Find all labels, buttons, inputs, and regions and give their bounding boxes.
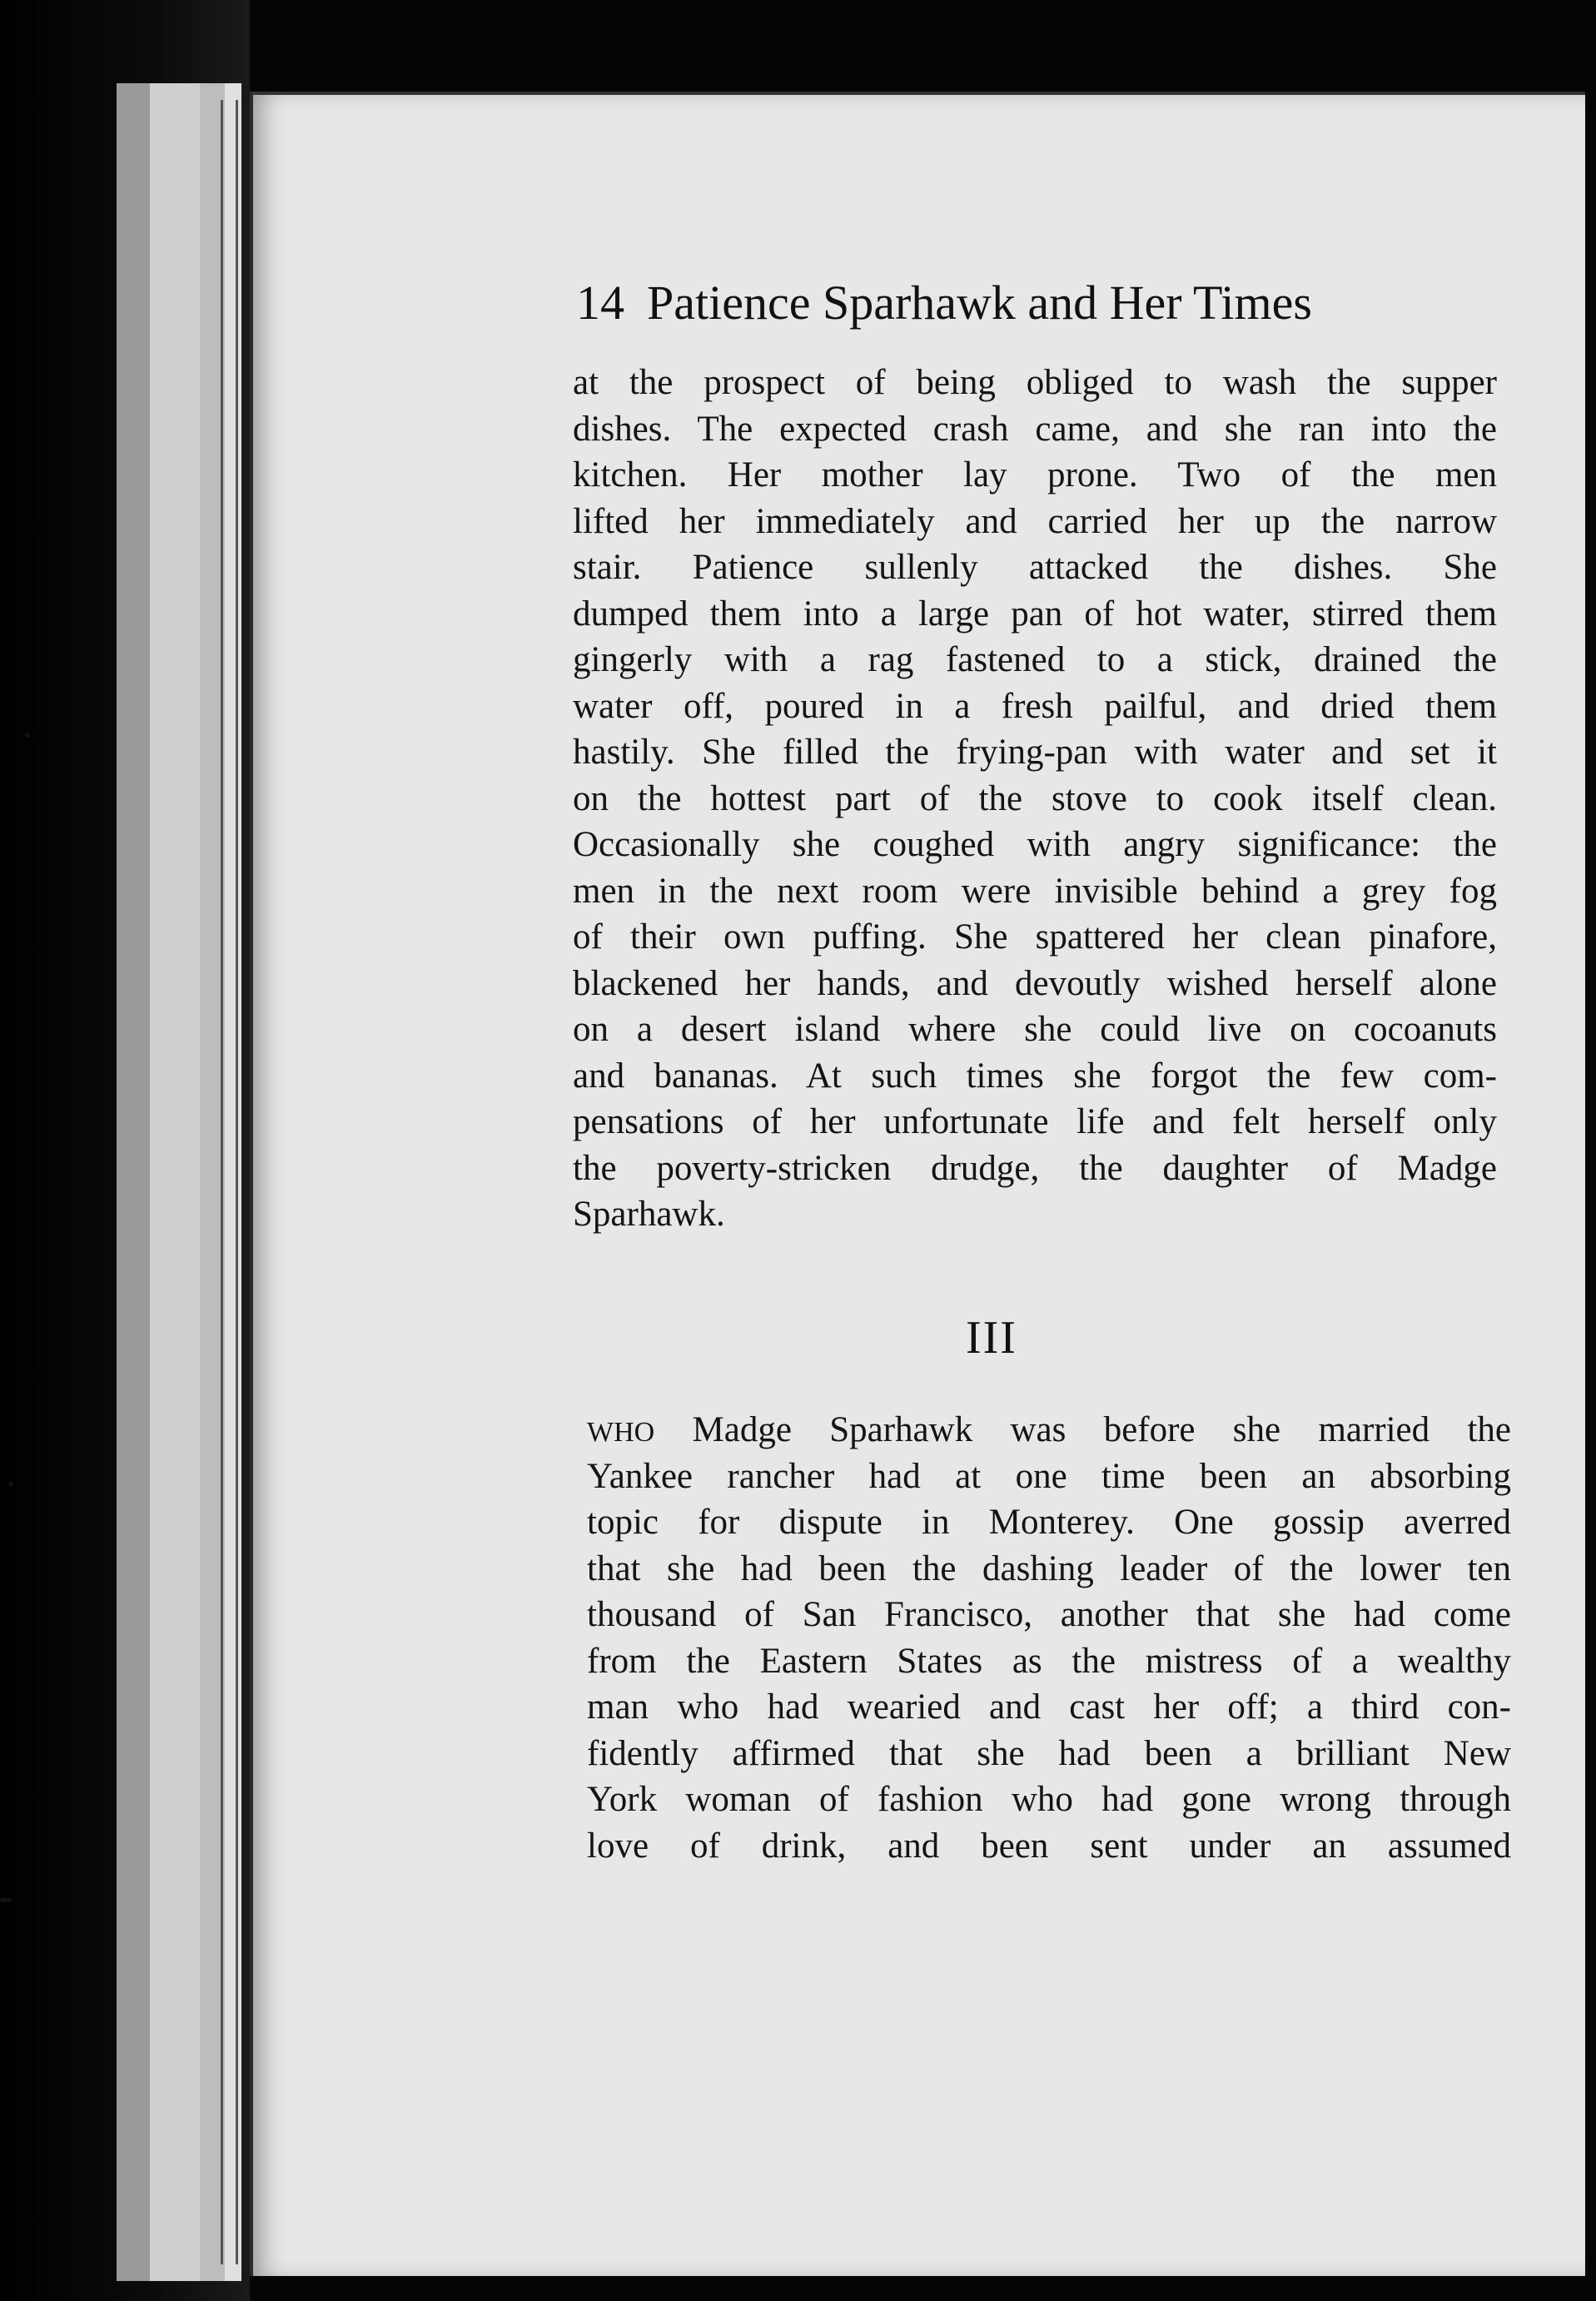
text-line: men in the next room were invisible behind a grey fog <box>573 871 1497 911</box>
chapter-paragraph <box>587 1407 1511 1869</box>
text-line: lifted her immediately and carried her up the narrow <box>573 501 1497 541</box>
text-line <box>587 1407 1511 1454</box>
text-line: pensations of her unfortunate life and felt herself only <box>573 1102 1497 1141</box>
text-line: at the prospect of being obliged to wash the supper <box>573 363 1497 402</box>
page-edge <box>117 83 150 2281</box>
body-paragraph <box>573 360 1497 1238</box>
text-line: dishes. The expected crash came, and she ran into the <box>573 409 1497 449</box>
text-line: love of drink, and been sent under an assumed <box>587 1826 1511 1866</box>
chapter-heading: III <box>966 1312 1017 1364</box>
text-line: topic for dispute in Monterey. One gossip averred <box>587 1503 1511 1542</box>
text-line: Occasionally she coughed with angry significance: the <box>573 825 1497 864</box>
text-line: man who had wearied and cast her off; a third con- <box>587 1687 1511 1727</box>
page-edge <box>225 83 241 2281</box>
running-title: Patience Sparhawk and Her Times <box>647 276 1312 330</box>
text-line-rest: Madge Sparhawk was before she married the <box>654 1410 1511 1449</box>
text-line: the poverty-stricken drudge, the daughter of Madge <box>573 1148 1497 1188</box>
text-line: thousand of San Francisco, another that she had come <box>587 1595 1511 1634</box>
page-edge <box>150 83 200 2281</box>
text-line: kitchen. Her mother lay prone. Two of the men <box>573 455 1497 494</box>
text-line: and bananas. At such times she forgot the few com- <box>573 1056 1497 1096</box>
scan-speck <box>8 1482 13 1487</box>
small-caps-opening: WHO <box>587 1417 655 1448</box>
text-line: York woman of fashion who had gone wrong through <box>587 1780 1511 1819</box>
page-number: 14 <box>576 276 624 330</box>
text-line: Sparhawk. <box>573 1195 725 1234</box>
text-line: on a desert island where she could live on cocoanuts <box>573 1010 1497 1049</box>
text-line: blackened her hands, and devoutly wished herself alone <box>573 963 1497 1003</box>
page-edge-line <box>236 100 238 2264</box>
scan-speck <box>25 733 30 738</box>
text-line: hastily. She filled the frying-pan with water and set it <box>573 733 1497 772</box>
text-line: dumped them into a large pan of hot water, stirred them <box>573 594 1497 634</box>
running-header <box>576 275 1417 330</box>
text-line: water off, poured in a fresh pailful, and dried them <box>573 686 1497 726</box>
page-edge-line <box>221 100 223 2264</box>
scan-speck <box>0 1898 12 1902</box>
text-line: stair. Patience sullenly attacked the dishes. She <box>573 548 1497 587</box>
text-line: Yankee rancher had at one time been an absorbing <box>587 1456 1511 1496</box>
text-line: from the Eastern States as the mistress of a wealthy <box>587 1641 1511 1681</box>
text-line: of their own puffing. She spattered her clean pinafore, <box>573 917 1497 957</box>
text-line: that she had been the dashing leader of the lower ten <box>587 1548 1511 1588</box>
text-line: gingerly with a rag fastened to a stick, drained the <box>573 640 1497 679</box>
text-line: fidently affirmed that she had been a brilliant New <box>587 1733 1511 1773</box>
text-line: on the hottest part of the stove to cook itself clean. <box>573 778 1497 818</box>
